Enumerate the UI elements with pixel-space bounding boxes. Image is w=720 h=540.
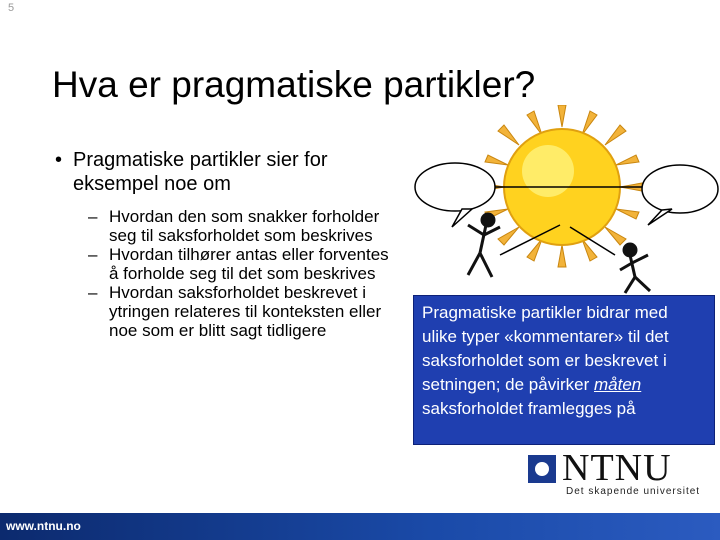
- info-text-part1: Pragmatiske partikler bidrar med ulike typer «kommentarer» til det saksforholdet som er beskrevet i setningen; de påvirker: [422, 303, 669, 394]
- info-box: [413, 295, 715, 445]
- logo-tagline: Det skapende universitet: [566, 486, 701, 497]
- sub-bullet-dash: –: [88, 245, 98, 264]
- sub-bullet-list: [88, 207, 400, 340]
- speaker-figure-left: [468, 214, 500, 277]
- footer-bar: [0, 513, 720, 540]
- sub-bullet-item: [88, 207, 400, 245]
- sun-with-two-speakers-icon: [410, 105, 720, 295]
- page-title: Hva er pragmatiske partikler?: [52, 64, 536, 105]
- bullet-item: [55, 148, 395, 196]
- sub-bullet-text: Hvordan den som snakker forholder seg til saksforholdet som beskrives: [109, 207, 380, 245]
- ntnu-logo-icon: [528, 455, 556, 483]
- info-text-emphasis: måten: [594, 375, 642, 394]
- sub-bullet-dash: –: [88, 283, 98, 302]
- info-text-part2: saksforholdet framlegges på: [422, 399, 636, 418]
- ntnu-logo: [528, 447, 701, 502]
- speaker-figure-right: [620, 244, 650, 293]
- logo-name: NTNU: [562, 447, 672, 489]
- speech-bubble-right: [642, 165, 718, 213]
- bullet-text: Pragmatiske partikler sier for eksempel noe om: [73, 149, 328, 195]
- sub-bullet-item: [88, 245, 400, 283]
- bullet-symbol: •: [55, 149, 63, 171]
- sub-bullet-dash: –: [88, 207, 98, 226]
- speech-bubble-left: [415, 163, 495, 211]
- sub-bullet-text: Hvordan tilhører antas eller forventes å forholde seg til det som beskrives: [109, 245, 389, 283]
- sub-bullet-text: Hvordan saksforholdet beskrevet i ytringen relateres til konteksten eller noe som er blitt sagt tidligere: [109, 283, 382, 340]
- sub-bullet-item: [88, 283, 400, 340]
- footer-url[interactable]: www.ntnu.no: [6, 519, 81, 533]
- slide-number: 5: [8, 2, 15, 14]
